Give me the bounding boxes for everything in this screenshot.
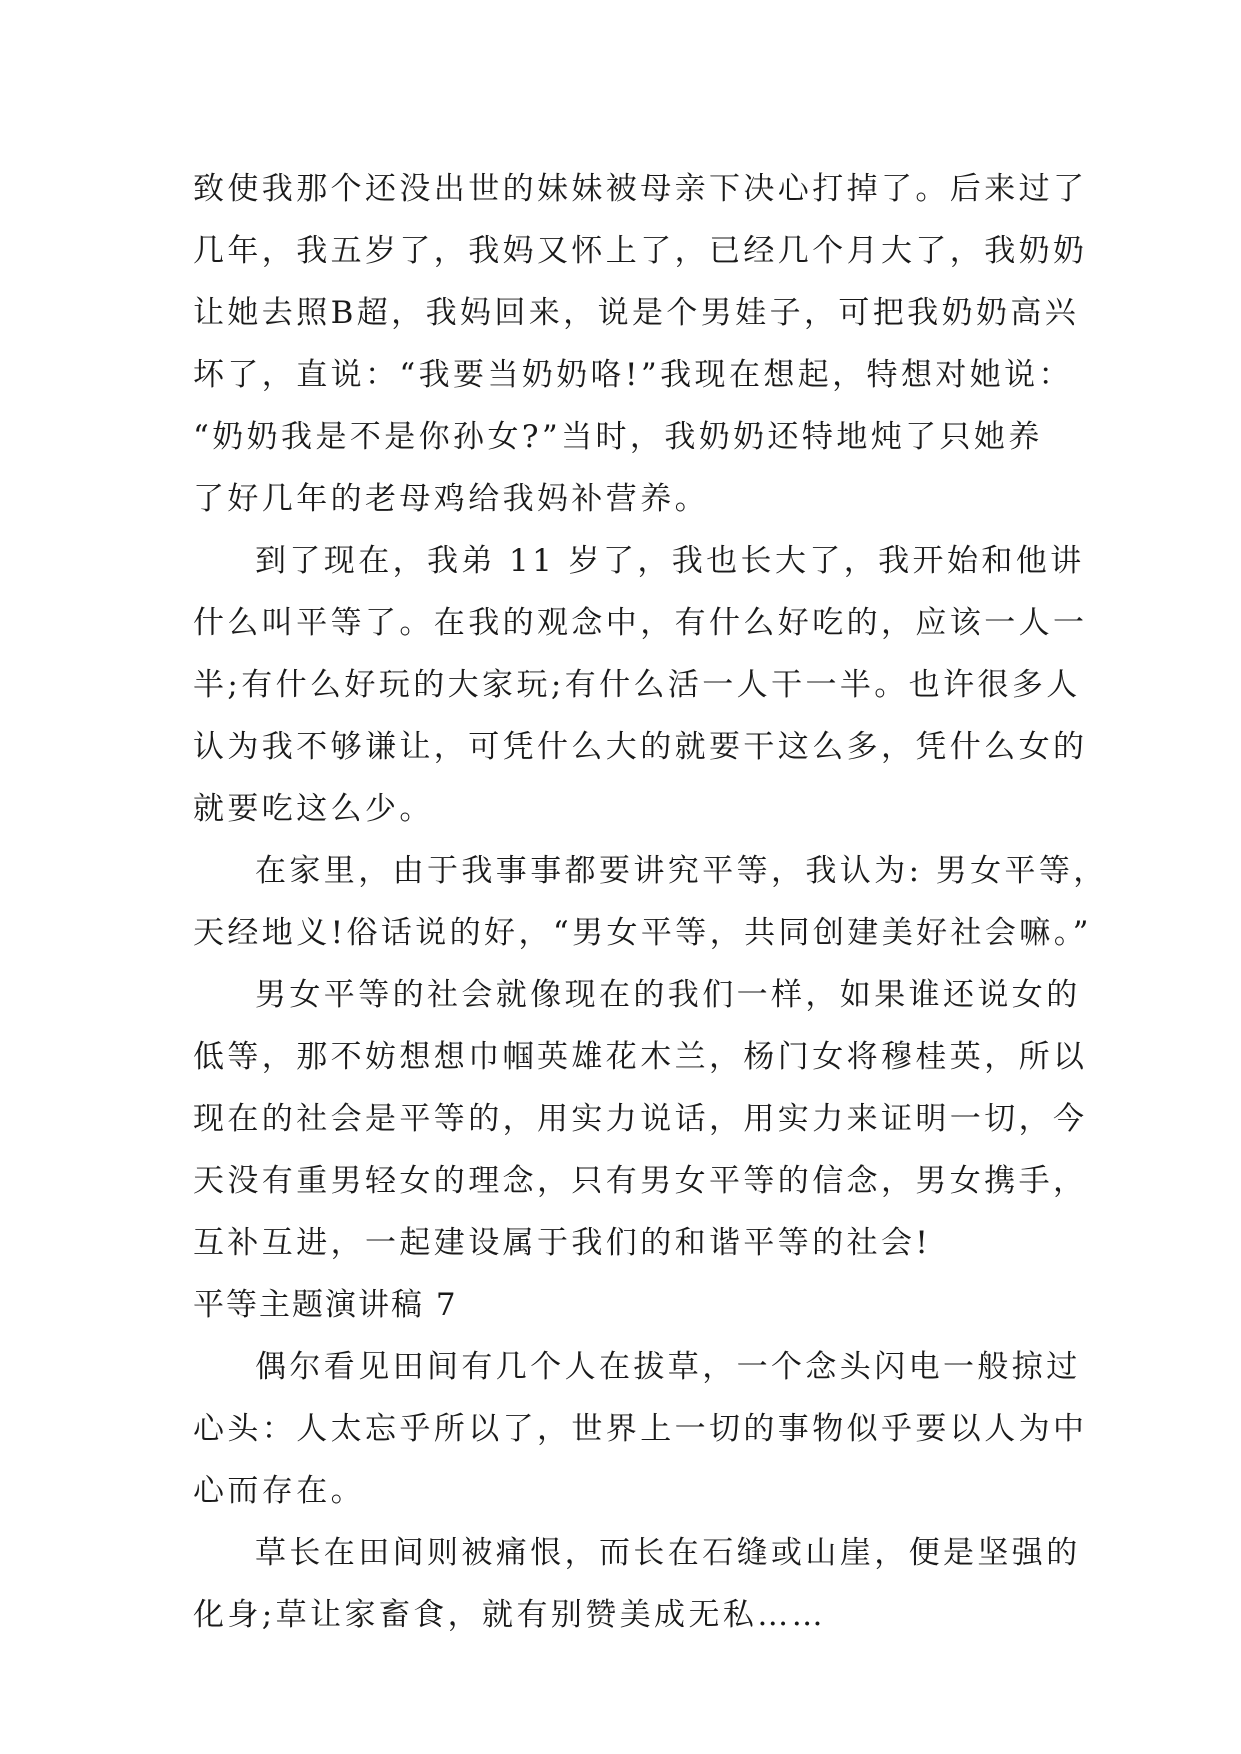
text-line: 到了现在，我弟 11 岁了，我也长大了，我开始和他讲 xyxy=(255,543,1085,579)
text-line: 男女平等的社会就像现在的我们一样，如果谁还说女的 xyxy=(255,977,1081,1013)
text-line: “奶奶我是不是你孙女?”当时，我奶奶还特地炖了只她养 xyxy=(193,419,1043,455)
text-line: 现在的社会是平等的，用实力说话，用实力来证明一切，今 xyxy=(193,1101,1088,1137)
text-line: 坏了，直说：“我要当奶奶咯!”我现在想起，特想对她说： xyxy=(193,357,1073,393)
text-line: 几年，我五岁了，我妈又怀上了，已经几个月大了，我奶奶 xyxy=(193,233,1088,269)
text-line: 了好几年的老母鸡给我妈补营养。 xyxy=(193,481,709,517)
text-line: 半;有什么好玩的大家玩;有什么活一人干一半。也许很多人 xyxy=(193,667,1081,703)
text-line: 化身;草让家畜食，就有别赞美成无私…… xyxy=(193,1597,827,1633)
text-line: 草长在田间则被痛恨，而长在石缝或山崖，便是坚强的 xyxy=(255,1535,1081,1571)
text-line: 低等，那不妨想想巾帼英雄花木兰，杨门女将穆桂英，所以 xyxy=(193,1039,1088,1075)
text-line: 天没有重男轻女的理念，只有男女平等的信念，男女携手， xyxy=(193,1163,1088,1199)
text-line: 致使我那个还没出世的妹妹被母亲下决心打掉了。后来过了 xyxy=(193,171,1088,207)
text-line: 认为我不够谦让，可凭什么大的就要干这么多，凭什么女的 xyxy=(193,729,1088,765)
section-heading: 平等主题演讲稿 7 xyxy=(193,1287,458,1323)
text-line: 让她去照B超，我妈回来，说是个男娃子，可把我奶奶高兴 xyxy=(193,295,1080,331)
text-line: 互补互进，一起建设属于我们的和谐平等的社会! xyxy=(193,1225,932,1261)
text-line: 就要吃这么少。 xyxy=(193,791,434,827)
text-line: 什么叫平等了。在我的观念中，有什么好吃的，应该一人一 xyxy=(193,605,1088,641)
text-line: 在家里，由于我事事都要讲究平等，我认为: 男女平等， xyxy=(255,853,1108,889)
text-line: 心而存在。 xyxy=(193,1473,365,1509)
text-line: 偶尔看见田间有几个人在拔草，一个念头闪电一般掠过 xyxy=(255,1349,1081,1385)
document-body xyxy=(193,158,1108,1646)
text-line: 天经地义!俗话说的好，“男女平等，共同创建美好社会嘛。” xyxy=(193,915,1092,951)
text-line: 心头：人太忘乎所以了，世界上一切的事物似乎要以人为中 xyxy=(193,1411,1088,1447)
